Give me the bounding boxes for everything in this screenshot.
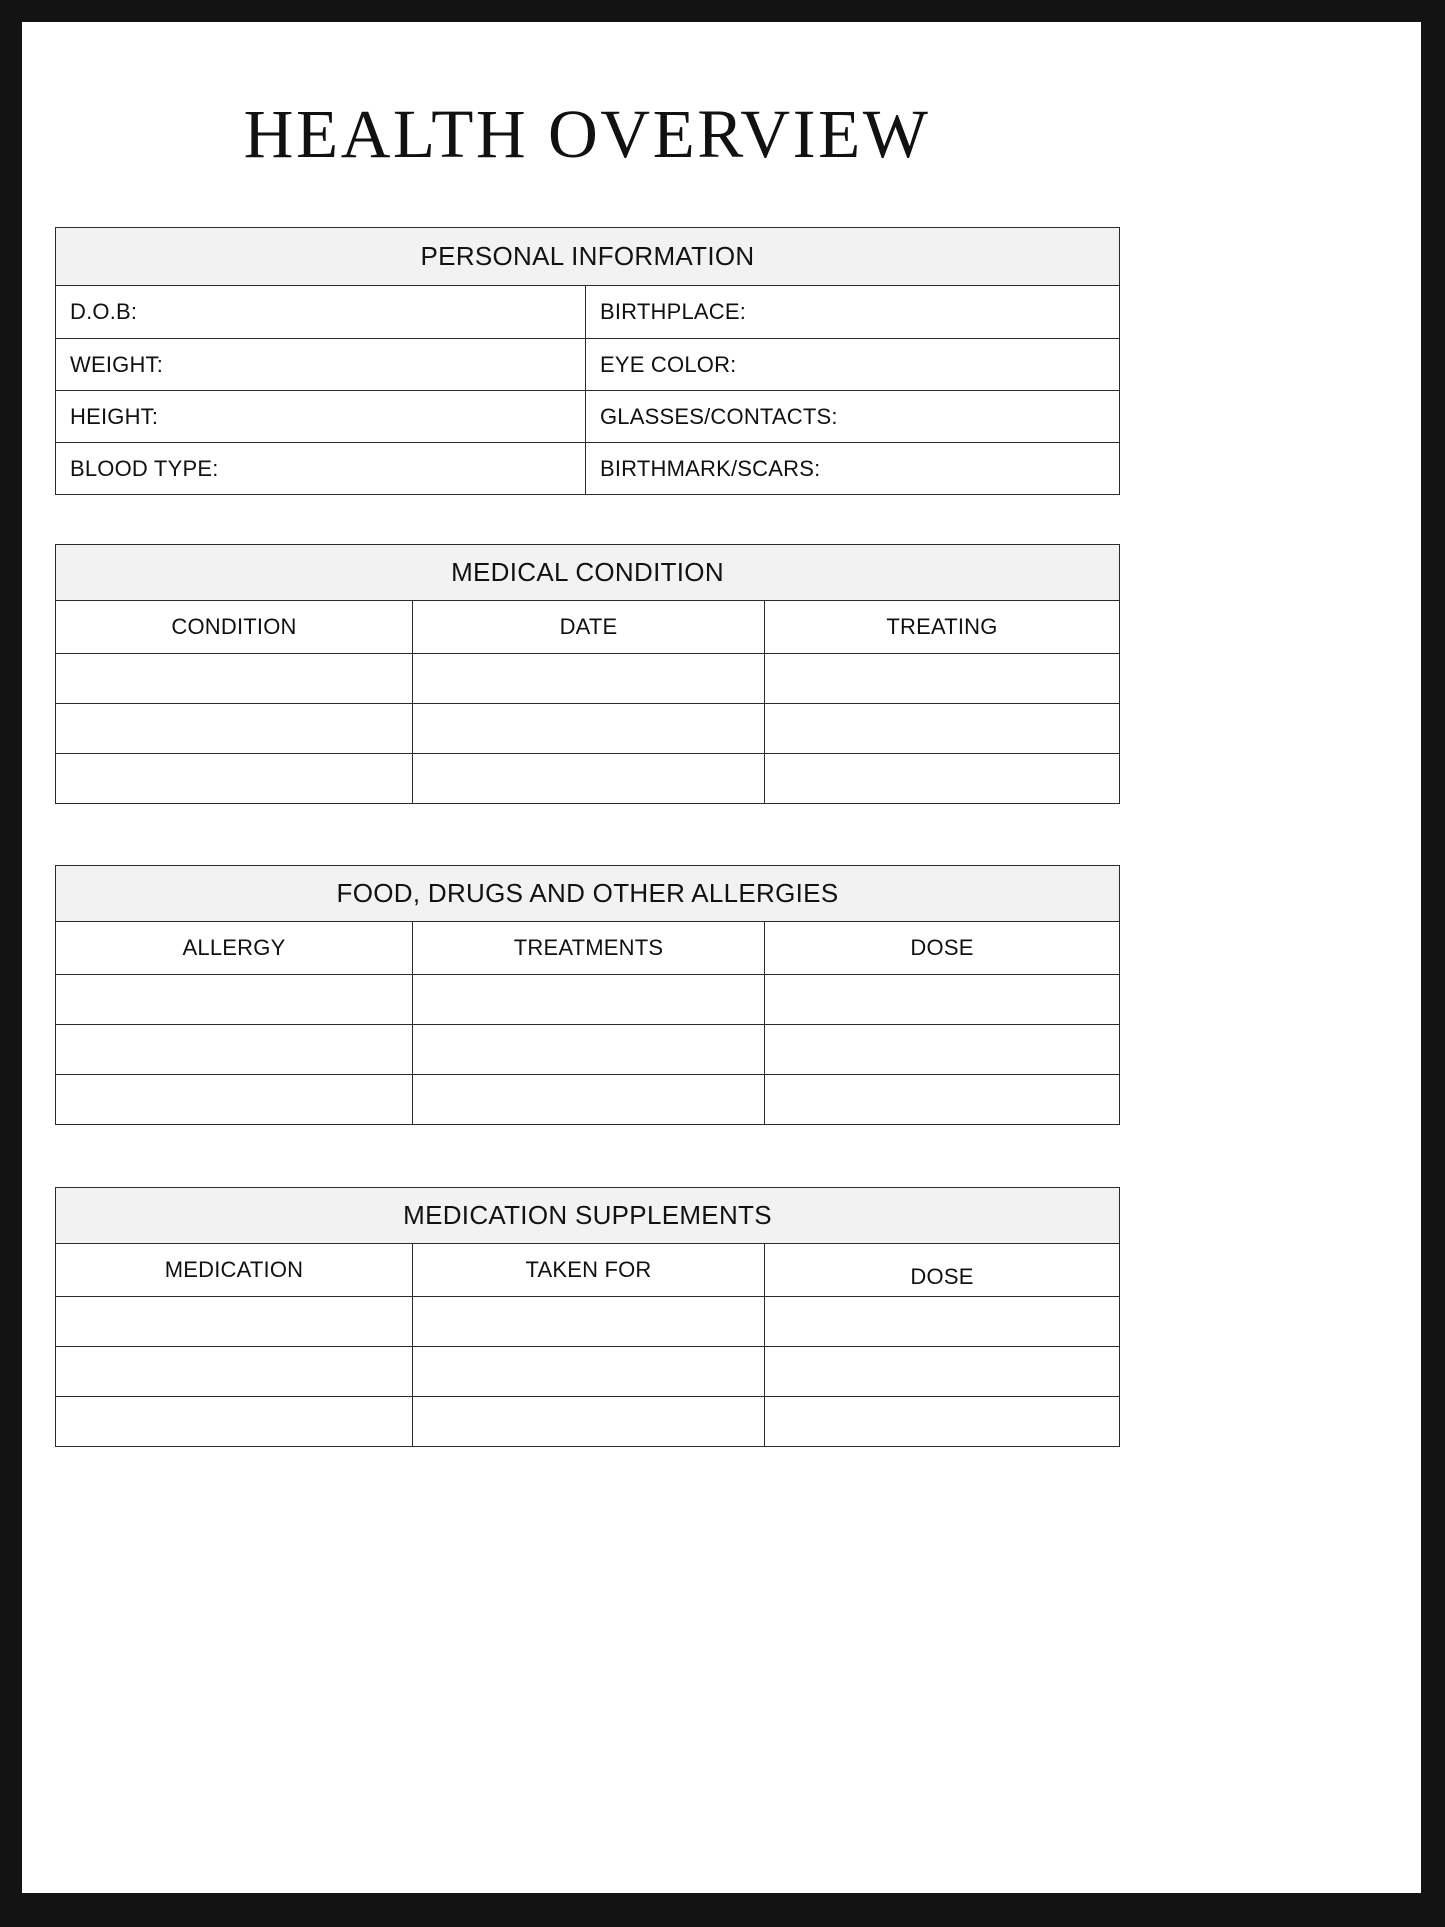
field-dob-label[interactable]: D.O.B:: [70, 299, 138, 324]
table-row: [56, 703, 1119, 753]
cell-taken-for[interactable]: [412, 1347, 764, 1396]
column-header-treatments: TREATMENTS: [412, 922, 764, 974]
table-row: [56, 1296, 1119, 1346]
cell-date[interactable]: [412, 754, 764, 803]
table-row: [56, 338, 1119, 390]
personal-information-table: [55, 227, 1120, 495]
field-glasses-contacts-label[interactable]: GLASSES/CONTACTS:: [585, 391, 1119, 442]
medication-supplements-section-title: MEDICATION SUPPLEMENTS: [56, 1188, 1119, 1244]
cell-medication[interactable]: [56, 1297, 412, 1346]
cell-dose[interactable]: [764, 1297, 1119, 1346]
cell-condition[interactable]: [56, 654, 412, 703]
cell-taken-for[interactable]: [412, 1397, 764, 1446]
table-row: [56, 653, 1119, 703]
page-title: HEALTH OVERVIEW: [243, 96, 931, 172]
table-row: [56, 390, 1119, 442]
table-header-row: [56, 922, 1119, 974]
column-header-dose: DOSE: [764, 1244, 1119, 1296]
table-row: [56, 442, 1119, 494]
table-row: [56, 1024, 1119, 1074]
cell-allergy[interactable]: [56, 1025, 412, 1074]
medical-condition-section-title: MEDICAL CONDITION: [56, 545, 1119, 601]
allergies-table: [55, 865, 1120, 1125]
field-weight-label[interactable]: WEIGHT:: [70, 351, 164, 377]
column-header-date: DATE: [412, 601, 764, 653]
cell-taken-for[interactable]: [412, 1297, 764, 1346]
column-header-taken-for: TAKEN FOR: [412, 1244, 764, 1296]
field-height-label[interactable]: HEIGHT:: [70, 403, 159, 429]
cell-date[interactable]: [412, 704, 764, 753]
cell-allergy[interactable]: [56, 1075, 412, 1124]
cell-medication[interactable]: [56, 1347, 412, 1396]
table-header-row: [56, 1244, 1119, 1296]
cell-dose[interactable]: [764, 1347, 1119, 1396]
field-birthmark-scars-label[interactable]: BIRTHMARK/SCARS:: [585, 443, 1119, 494]
column-header-treating: TREATING: [764, 601, 1119, 653]
table-row: [56, 286, 1119, 338]
document-sheet: [22, 22, 1421, 1893]
personal-information-section-title: PERSONAL INFORMATION: [56, 228, 1119, 286]
cell-treatments[interactable]: [412, 975, 764, 1024]
field-blood-type-label[interactable]: BLOOD TYPE:: [70, 455, 219, 481]
field-birthplace-label[interactable]: BIRTHPLACE:: [585, 286, 1119, 338]
cell-dose[interactable]: [764, 1075, 1119, 1124]
table-row: [56, 1346, 1119, 1396]
column-header-medication: MEDICATION: [164, 1257, 304, 1282]
table-row: [56, 1396, 1119, 1446]
cell-treatments[interactable]: [412, 1025, 764, 1074]
medication-supplements-table: [55, 1187, 1120, 1447]
allergies-section-title: FOOD, DRUGS AND OTHER ALLERGIES: [56, 866, 1119, 922]
table-row: [56, 1074, 1119, 1124]
cell-treatments[interactable]: [412, 1075, 764, 1124]
field-eye-color-label[interactable]: EYE COLOR:: [585, 339, 1119, 390]
cell-treating[interactable]: [764, 704, 1119, 753]
cell-treating[interactable]: [764, 654, 1119, 703]
cell-treating[interactable]: [764, 754, 1119, 803]
cell-dose[interactable]: [764, 1025, 1119, 1074]
column-header-condition: CONDITION: [171, 614, 297, 639]
medical-condition-table: [55, 544, 1120, 804]
cell-condition[interactable]: [56, 754, 412, 803]
cell-dose[interactable]: [764, 1397, 1119, 1446]
table-row: [56, 974, 1119, 1024]
cell-dose[interactable]: [764, 975, 1119, 1024]
cell-allergy[interactable]: [56, 975, 412, 1024]
column-header-allergy: ALLERGY: [182, 935, 286, 960]
cell-condition[interactable]: [56, 704, 412, 753]
cell-date[interactable]: [412, 654, 764, 703]
table-header-row: [56, 601, 1119, 653]
cell-medication[interactable]: [56, 1397, 412, 1446]
column-header-dose: DOSE: [764, 922, 1119, 974]
table-row: [56, 753, 1119, 803]
